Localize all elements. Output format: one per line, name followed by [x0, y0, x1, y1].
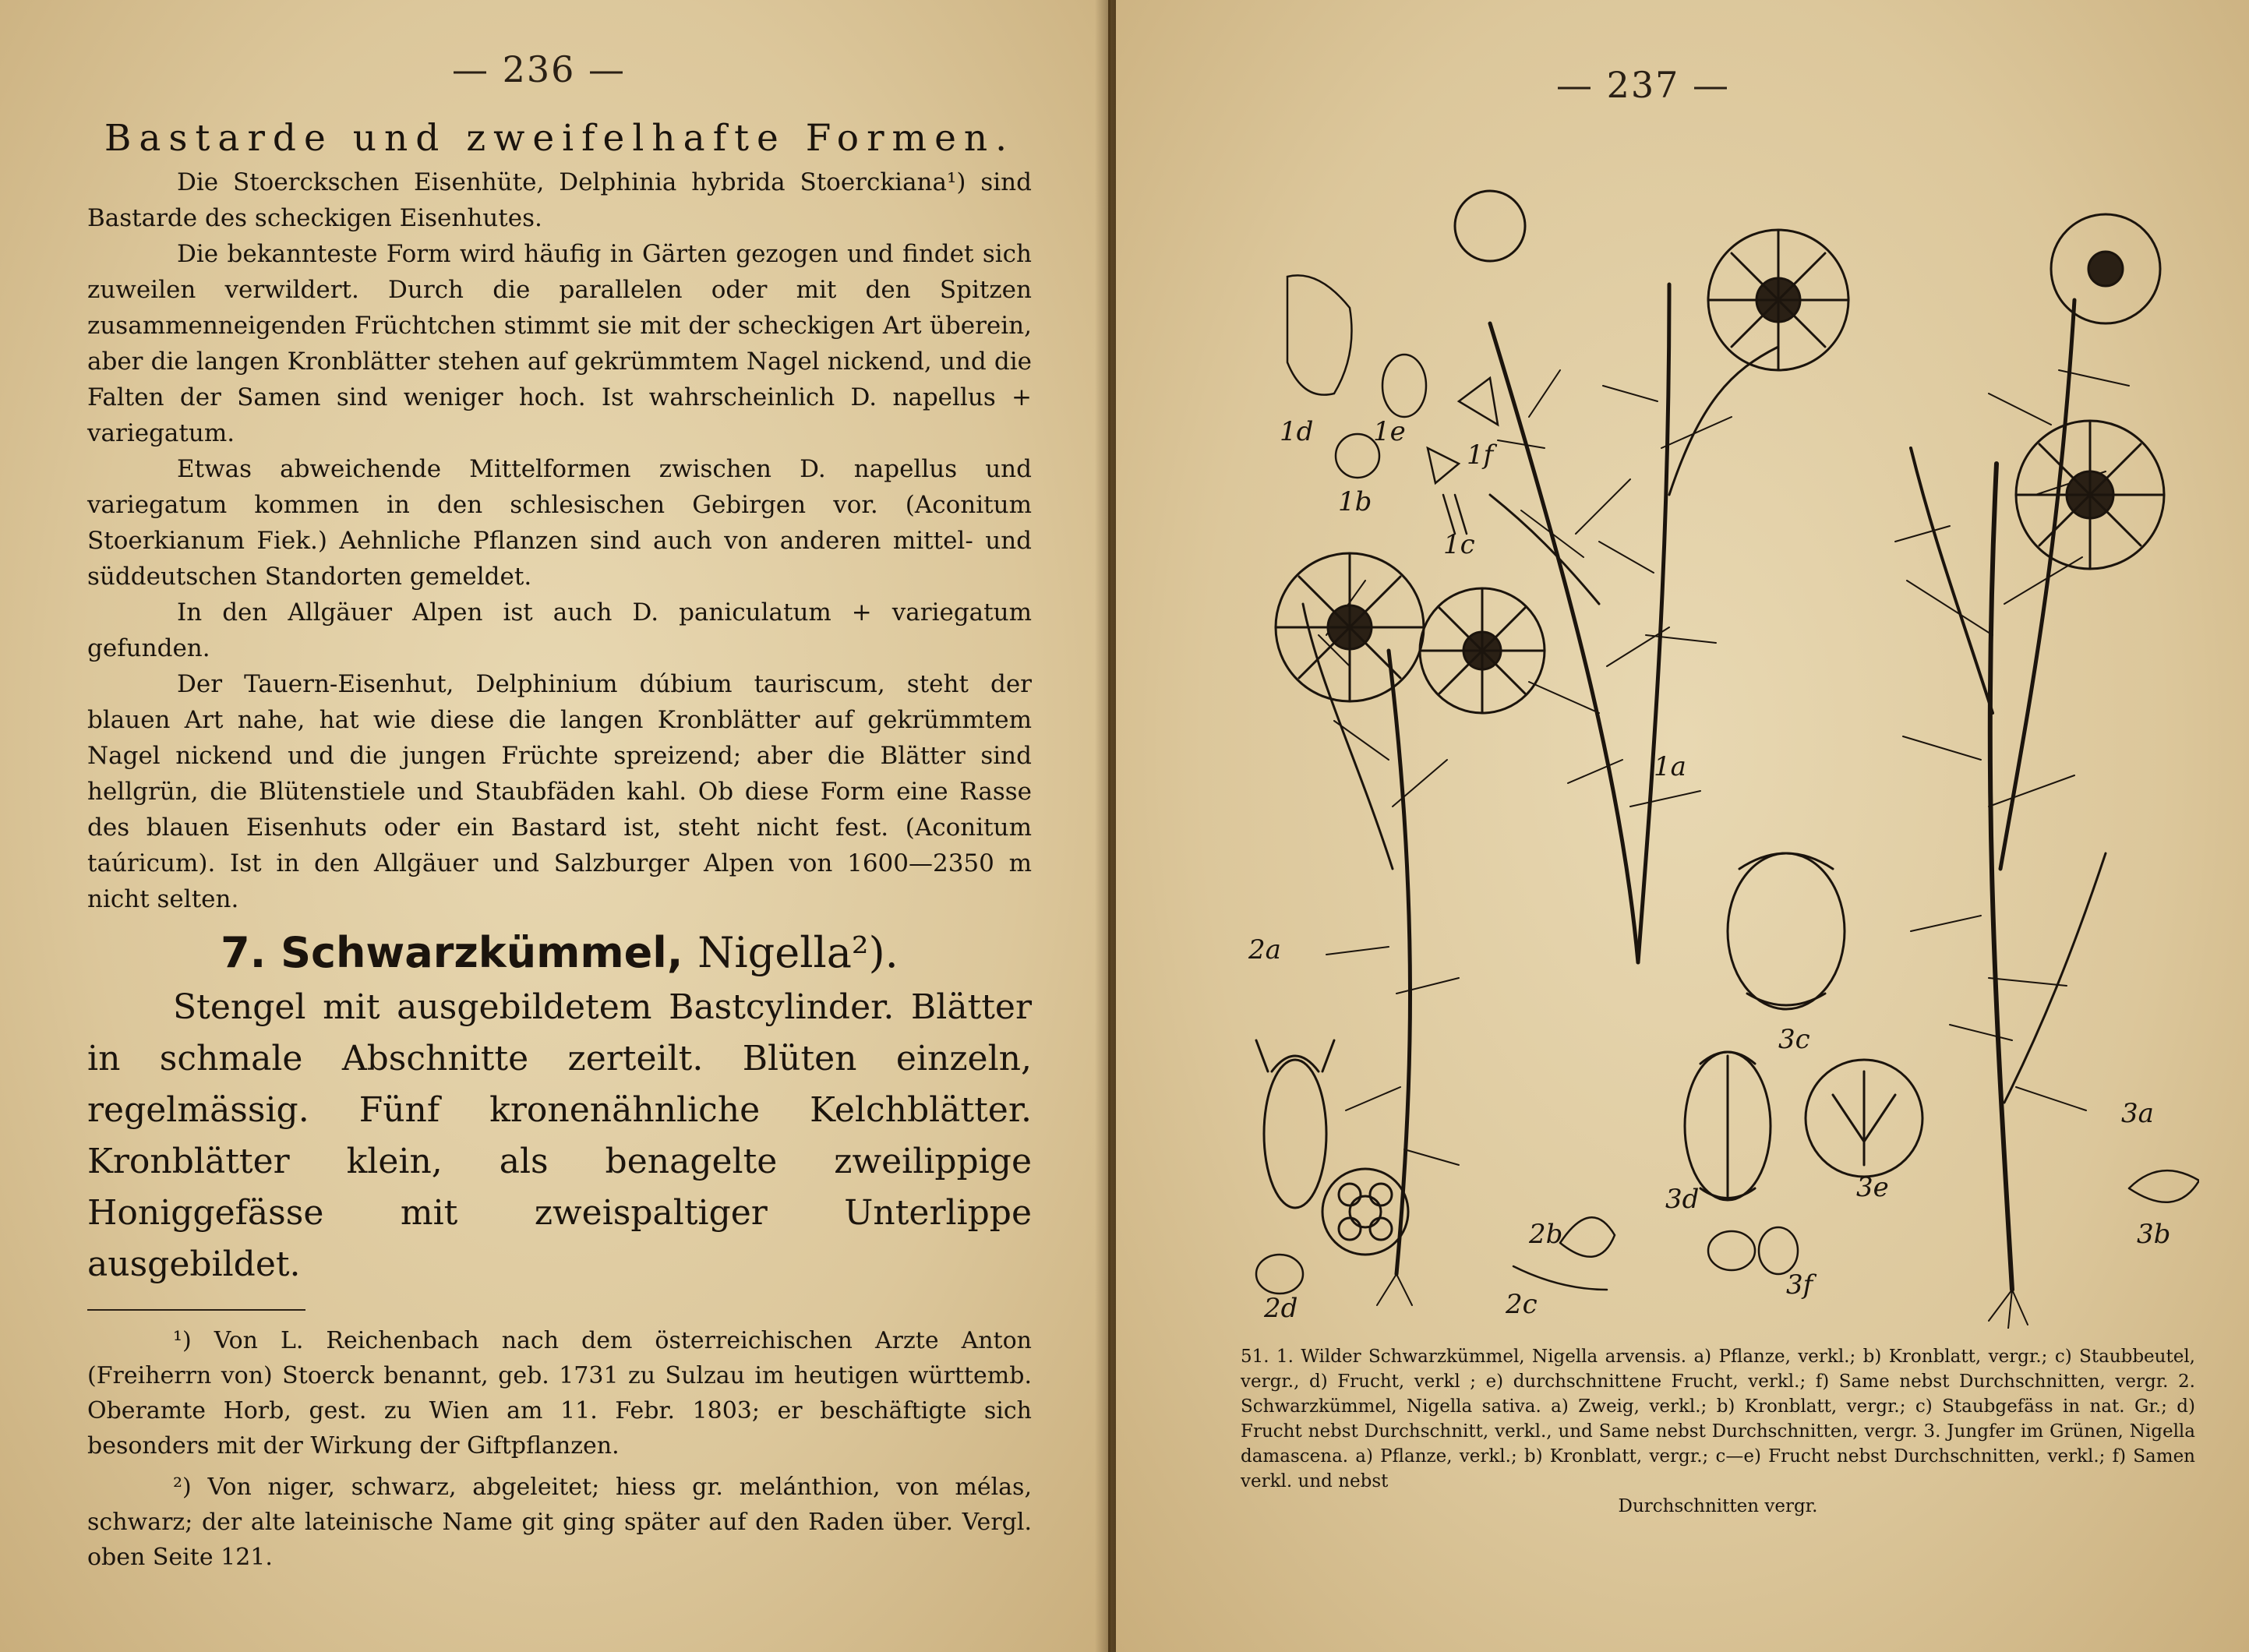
fig-label-1f: 1f	[1467, 439, 1494, 471]
section-heading: Bastarde und zweifelhafte Formen.	[104, 117, 1015, 160]
paragraph-4: In den Allgäuer Alpen ist auch D. paniculatum + variegatum gefunden.	[87, 598, 1032, 662]
genus-description: Stengel mit ausgebildetem Bastcylinder. Blätter in schmale Abschnitte zerteilt. Blüten einzeln, regelmässig. Fünf kronenähnliche Kelchblätter. Kronblätter klein, als benagelte zweilippige Honiggefässe mit zweispaltiger Unterlippe ausgebildet.	[87, 987, 1032, 1284]
paragraph-5: Der Tauern-Eisenhut, Delphinium dúbium tauriscum, steht der blauen Art nahe, hat wie diese die langen Kronblätter auf gekrümmtem Nagel nickend und die jungen Früchte spreizend; aber die Blätter sind hellgrün, die Blütenstiele und Staubfäden kahl. Ob diese Form eine Rasse des blauen Eisenhuts oder ein Bastard ist, steht nicht fest. (Aconitum taúricum). Ist in den Allgäuer und Salzburger Alpen von 1600—2350 m nicht selten.	[87, 670, 1032, 913]
fig-label-3f: 3f	[1786, 1269, 1813, 1301]
paragraph-3: Etwas abweichende Mittelformen zwischen D. napellus und variegatum kommen in den schlesischen Gebirgen vor. (Aconitum Stoerkianum Fiek.) Aehnliche Pflanzen sind auch von anderen mittel- und süddeutschen Standorten gemeldet.	[87, 455, 1032, 591]
nigella-plate	[1233, 168, 2199, 1329]
fig-label-3d: 3d	[1665, 1184, 1700, 1215]
fig-label-2a: 2a	[1248, 934, 1281, 965]
caption-text: 51. 1. Wilder Schwarzkümmel, Nigella arvensis. a) Pflanze, verkl.; b) Kronblatt, vergr.; c) Staubbeutel, vergr., d) Frucht, verkl ; e) durchschnittene Frucht, verkl.; f) Same nebst Durchschnitten, vergr. 2. Schwarzkümmel, Nigella sativa. a) Zweig, verkl.; b) Kronblatt, vergr.; c) Staubgefäss in nat. Gr.; d) Frucht nebst Durchschnitt, verkl., und Same nebst Durchschnitten, vergr. 3. Jungfer im Grünen, Nigella damascena. a) Pflanze, verkl.; b) Kronblatt, vergr.; c—e) Frucht nebst Durchschnitten, verkl.; f) Samen verkl. und nebst	[1241, 1347, 2195, 1491]
paragraph-1: Die Stoerckschen Eisenhüte, Delphinia hybrida Stoerckiana¹) sind Bastarde des scheckigen Eisenhutes.	[87, 168, 1032, 232]
fig-label-1c: 1c	[1443, 529, 1475, 560]
fig-label-3e: 3e	[1856, 1172, 1889, 1203]
fig-label-1d: 1d	[1280, 416, 1314, 447]
left-page	[0, 0, 1110, 1652]
fig-label-1e: 1e	[1373, 416, 1406, 447]
left-page-text	[87, 117, 1032, 1575]
right-page	[1116, 0, 2249, 1652]
footnote-2: ²) Von niger, schwarz, abgeleitet; hiess gr. melánthion, von mélas, schwarz; der alte lateinische Name git ging später auf den Raden über. Vergl. oben Seite 121.	[87, 1474, 1032, 1571]
figure-caption	[1241, 1344, 2195, 1519]
fig-label-1a: 1a	[1654, 751, 1686, 782]
fig-label-2c: 2c	[1506, 1289, 1538, 1320]
fig-label-3b: 3b	[2137, 1219, 2171, 1250]
paragraph-2: Die bekannteste Form wird häufig in Gärten gezogen und findet sich zuweilen verwildert. Durch die parallelen oder mit den Spitzen zusammenneigenden Früchtchen stimmt sie mit der scheckigen Art überein, aber die langen Kronblätter stehen auf gekrümmtem Nagel nickend, und die Falten der Samen sind weniger hoch. Ist wahrscheinlich D. napellus + variegatum.	[87, 240, 1032, 447]
footnote-rule	[87, 1309, 305, 1311]
caption-last-line: Durchschnitten vergr.	[1618, 1496, 1818, 1516]
footnote-1: ¹) Von L. Reichenbach nach dem österreichischen Arzte Anton (Freiherrn von) Stoerck benannt, geb. 1731 zu Sulzau im heutigen württemb. Oberamte Horb, gest. zu Wien am 11. Febr. 1803; er beschäftigte sich besonders mit der Wirkung der Giftpflanzen.	[87, 1327, 1032, 1460]
genus-heading	[87, 928, 1032, 977]
fig-label-2d: 2d	[1264, 1293, 1298, 1324]
fig-label-3a: 3a	[2121, 1098, 2154, 1129]
page-number-left: — 236 —	[452, 48, 627, 90]
botanical-illustration	[1233, 168, 2199, 1329]
page-number-right: — 237 —	[1556, 64, 1731, 106]
genus-title: Schwarzkümmel,	[281, 928, 683, 977]
genus-latin: Nigella²).	[697, 928, 899, 977]
fig-label-3c: 3c	[1778, 1024, 1810, 1055]
genus-number: 7.	[221, 928, 267, 977]
fig-label-1b: 1b	[1338, 486, 1372, 517]
fig-label-2b: 2b	[1529, 1219, 1563, 1250]
